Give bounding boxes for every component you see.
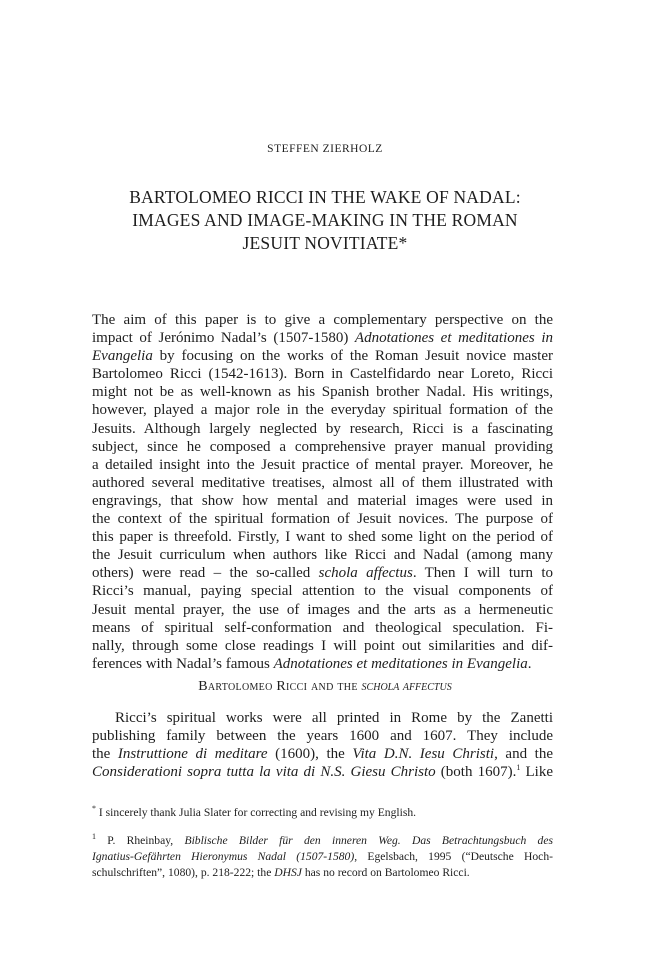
section-paragraph (92, 709, 553, 781)
body-line: publishing family between the years 1600 and 1607. They include (92, 728, 553, 745)
abstract-line: ferences with Nadal’s famous Adnotationes et meditationes in Evangelia. (92, 655, 532, 672)
footnote-mark: 1 (92, 832, 96, 842)
abstract-line: authored several meditative treatises, almost all of them illustrated with (92, 474, 553, 491)
section-heading-text: Bartolomeo Ricci and the (198, 679, 362, 694)
body-line: the Instruttione di meditare (1600), the Vita D.N. Iesu Christi, and the (92, 746, 553, 763)
footnote-1: $^1$ P. Rheinbay, Biblische Bilder für den inneren Weg. Das Betrachtungsbuch des Ignatius-Gefährten Hieronymus Nadal (1507-1580), Egelsbach, 1995 (“Deutsche Hoch- schulschriften”, 1080), p. 218-222; the DHSJ has no record on Bartolomeo Ricci. (92, 832, 554, 879)
footnote-ref: 1 (516, 763, 521, 773)
abstract-line: impact of Jerónimo Nadal’s (1507-1580) Adnotationes et meditationes in (92, 330, 553, 347)
abstract-line: however, played a major role in the everyday spiritual formation of the (92, 402, 553, 419)
abstract-line: the Jesuit curriculum when authors like Ricci and Nadal (among many (92, 547, 553, 564)
section-heading-italic: schola affectus (361, 679, 452, 694)
author-name: STEFFEN ZIERHOLZ (267, 143, 383, 155)
article-title (0, 186, 650, 255)
abstract-line: others) were read – the so-called schola affectus. Then I will turn to (92, 565, 553, 582)
abstract-line: this paper is threefold. Firstly, I want to shed some light on the period of (92, 529, 553, 546)
footnote-mark: * (92, 804, 96, 814)
abstract-line: engravings, that show how mental and material images were used in (92, 492, 553, 509)
abstract-line: means of spiritual self-conformation and theological speculation. Fi- (92, 619, 553, 636)
abstract-line: Jesuits. Although largely neglected by research, Ricci is a fascinating (92, 420, 553, 437)
title-line: IMAGES AND IMAGE-MAKING IN THE ROMAN (132, 210, 518, 230)
title-line: JESUIT NOVITIATE* (242, 233, 408, 253)
footnote-star: * I sincerely thank Julia Slater for correcting and revising my English. (92, 804, 417, 819)
abstract-line: might not be as well-known as his Spanish brother Nadal. His writings, (92, 384, 553, 401)
body-line: Considerationi sopra tutta la vita di N.S. Giesu Christo (both 1607).$^1$ Like (92, 763, 553, 781)
abstract-paragraph (92, 311, 553, 673)
abstract-line: Ricci’s manual, paying special attention to the visual components of (92, 583, 553, 600)
abstract-line: the context of the spiritual formation of Jesuit novices. The purpose of (92, 511, 553, 528)
body-line: Ricci’s spiritual works were all printed in Rome by the Zanetti (115, 710, 553, 726)
abstract-line: Jesuit mental prayer, the use of images and the arts as a hermeneutic (92, 601, 553, 618)
section-heading (0, 679, 650, 695)
abstract-line: a detailed insight into the Jesuit practice of mental prayer. Moreover, he (92, 456, 553, 473)
abstract-line: The aim of this paper is to give a complementary perspective on the (92, 312, 553, 328)
abstract-line: Bartolomeo Ricci (1542-1613). Born in Castelfidardo near Loreto, Ricci (92, 366, 553, 383)
abstract-line: subject, since he composed a comprehensive prayer manual providing (92, 438, 553, 455)
title-line: BARTOLOMEO RICCI IN THE WAKE OF NADAL: (129, 187, 521, 207)
abstract-line: nally, through some close readings I will point out similarities and dif- (92, 637, 553, 654)
abstract-line: Evangelia by focusing on the works of the Roman Jesuit novice master (92, 348, 553, 365)
